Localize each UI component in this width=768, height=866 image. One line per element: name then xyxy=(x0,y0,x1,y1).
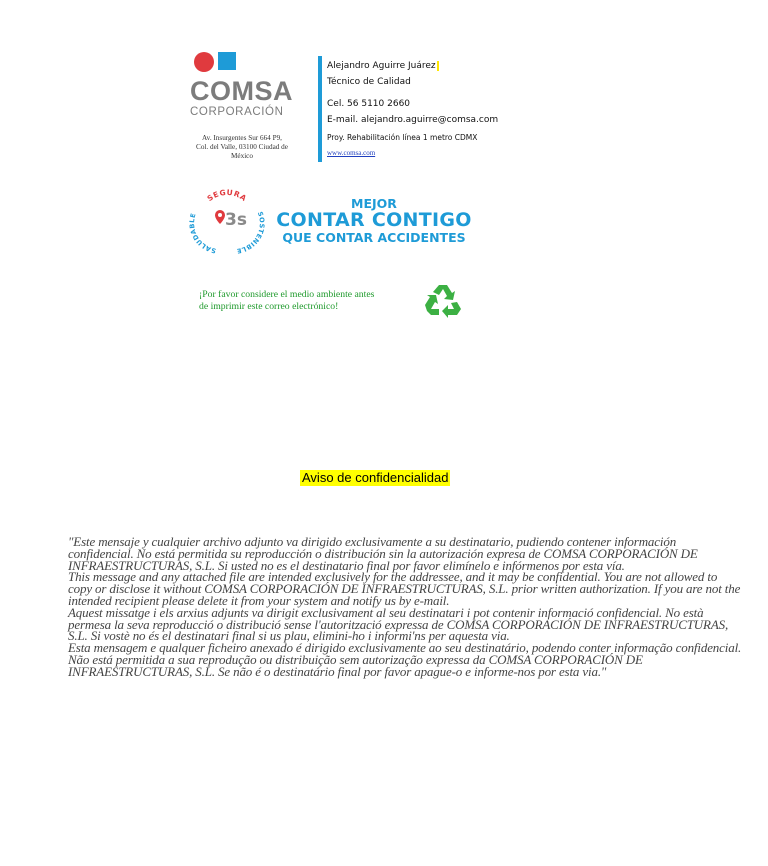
badge-center-text: 3s xyxy=(225,210,247,230)
address-line-2: Col. del Valle, 03100 Ciudad de xyxy=(196,143,288,151)
svg-text:SEGURA xyxy=(205,188,248,203)
badge-top-word: SEGURA xyxy=(205,187,249,204)
eco-line-2: de imprimir este correo electrónico! xyxy=(199,301,339,312)
confidentiality-notice-title: Aviso de confidencialidad xyxy=(302,470,449,485)
slogan-line-3: QUE CONTAR ACCIDENTES xyxy=(282,230,466,245)
logo-sub-text: CORPORACIÓN xyxy=(190,106,284,118)
legal-paragraph-ca: Aquest missatge i els arxius adjunts va dirigit exclusivament al seu destinatari i pot contenir informació confidencial. No està permesa la seva reproducció o distribució sense l'autorització expressa de COMSA CORPORACIÓN DE INFRAESTRUCTURAS, S.L. Si vostè no és el destinatari final si us plau, elimini-ho i informi'ns per aquesta via. xyxy=(68,604,729,644)
office-address xyxy=(182,134,302,161)
contact-name-row xyxy=(327,60,498,72)
legal-paragraph-pt: Esta mensagem e qualquer ficheiro anexado é dirigido exclusivamente ao seu destinatário, podendo conter informação confidencial. Não está permitida a sua reprodução ou distribuição sem autorização expressa da COMSA CORPORACIÓN DE INFRAESTRUCTURAS, S.L. Se não é o destinatário final por favor apague-o e informe-nos por esta via." xyxy=(68,640,742,679)
recycle-icon xyxy=(424,282,462,318)
safety-badge-graphic xyxy=(186,186,268,256)
recycle-graphic xyxy=(424,282,462,318)
address-line-1: Av. Insurgentes Sur 664 P9, xyxy=(202,134,282,142)
signature-divider xyxy=(318,56,322,162)
logo-brand-text: COMSA xyxy=(190,76,293,106)
logo-blue-square-icon xyxy=(218,52,236,70)
svg-text:SALUDABLE xyxy=(188,212,217,255)
safety-slogan xyxy=(276,197,472,245)
badge-right-word: SOSTENIBLE xyxy=(235,210,267,256)
contact-details xyxy=(327,60,498,158)
contact-role: Técnico de Calidad xyxy=(327,77,411,87)
logo-red-circle-icon xyxy=(194,52,214,72)
confidentiality-legal-text xyxy=(68,536,744,678)
contact-email: E-mail. alejandro.aguirre@comsa.com xyxy=(327,115,499,125)
contact-project: Proy. Rehabilitación línea 1 metro CDMX xyxy=(327,133,478,142)
contact-name: Alejandro Aguirre Juárez xyxy=(327,61,436,71)
address-line-3: México xyxy=(231,152,253,160)
eco-message xyxy=(199,289,419,313)
legal-paragraph-en: This message and any attached file are intended exclusively for the addressee, and it may be confidential. You are not allowed to copy or disclose it without COMSA CORPORACIÓN DE INFRAESTRUCTURAS, S.L. prior written authorization. If you are not the intended recipient please delete it from your system and notify us by e-mail. xyxy=(68,569,741,608)
safety-3s-badge xyxy=(186,186,268,256)
eco-line-1: ¡Por favor considere el medio ambiente antes xyxy=(199,289,375,300)
location-pin-icon xyxy=(215,210,225,224)
slogan-line-1: MEJOR xyxy=(351,196,397,211)
comsa-logo xyxy=(190,50,302,119)
website-link[interactable]: www.comsa.com xyxy=(327,149,376,157)
legal-paragraph-es: "Este mensaje y cualquier archivo adjunto va dirigido exclusivamente a su destinatario, pudiendo contener información confidencial. No está permitida su reproducción o distribución sin la autorización expresa de COMSA CORPORACIÓN DE INFRAESTRUCTURAS, S.L. Si usted no es el destinatario final por favor elimínelo e infórmenos por esta vía. xyxy=(68,534,698,573)
contact-phone: Cel. 56 5110 2660 xyxy=(327,99,411,109)
badge-left-word: SALUDABLE xyxy=(188,212,217,255)
slogan-line-2: CONTAR CONTIGO xyxy=(276,209,472,231)
text-cursor xyxy=(437,61,439,71)
